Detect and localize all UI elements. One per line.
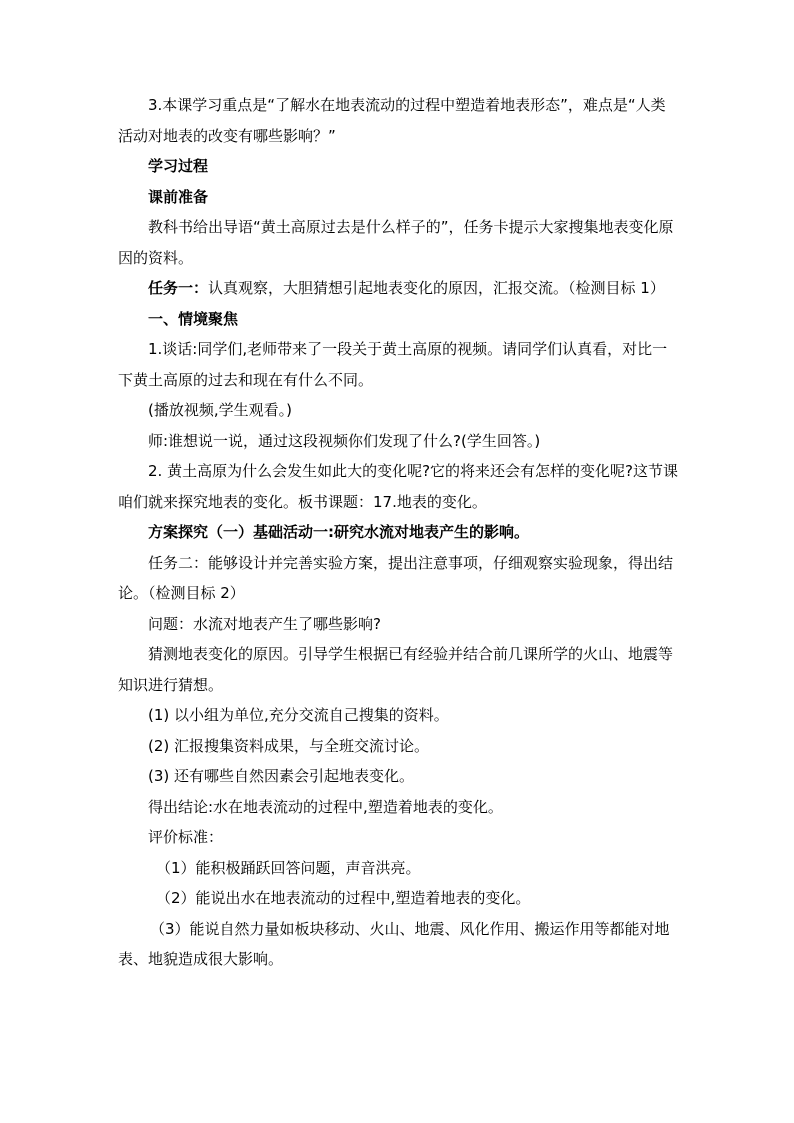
- paragraph-loess-change: 2. 黄土高原为什么会发生如此大的变化呢?它的将来还会有怎样的变化呢?这节课咱们就来探究地表的变化。板书课题：17.地表的变化。: [118, 462, 679, 511]
- paragraph-intro: 教科书给出导语“黄土高原过去是什么样子的”，任务卡提示大家搜集地表变化原因的资料。: [118, 218, 674, 267]
- paragraph-talk: 1.谈话:同学们,老师带来了一段关于黄土高原的视频。请同学们认真看，对比一下黄土高原的过去和现在有什么不同。: [118, 340, 668, 389]
- criteria-item-1: （1）能积极踊跃回答问题，声音洪亮。: [156, 858, 421, 877]
- heading-situation-focus: 一、情境聚焦: [148, 309, 239, 328]
- paragraph-task-two: 任务二：能够设计并完善实验方案，提出注意事项，仔细观察实验现象，得出结论。（检测目标 2）: [118, 553, 674, 602]
- paragraph-conclusion: 得出结论:水在地表流动的过程中,塑造着地表的变化。: [148, 797, 503, 816]
- paragraph-task-one: [118, 273, 678, 304]
- document-body: [118, 90, 678, 975]
- heading-learning-process: 学习过程: [148, 157, 209, 175]
- task-one-label: 任务一：: [148, 279, 209, 297]
- heading-plan-exploration: 方案探究（一）基础活动一:研究水流对地表产生的影响。: [148, 523, 530, 541]
- paragraph-question: 问题：水流对地表产生了哪些影响?: [148, 614, 381, 633]
- paragraph-play-video: (播放视频,学生观看。): [148, 401, 292, 419]
- list-item-3: (3) 还有哪些自然因素会引起地表变化。: [148, 767, 415, 785]
- task-one-text: 认真观察，大胆猜想引起地表变化的原因，汇报交流。（检测目标 1）: [208, 279, 665, 297]
- list-item-2: (2) 汇报搜集资料成果，与全班交流讨论。: [148, 736, 430, 755]
- paragraph-guess: 猜测地表变化的原因。引导学生根据已有经验并结合前几课所学的火山、地震等知识进行猜想。: [118, 645, 674, 694]
- paragraph-key-points: 3.本课学习重点是“了解水在地表流动的过程中塑造着地表形态”，难点是“人类活动对地表的改变有哪些影响？”: [118, 96, 666, 145]
- heading-preparation: 课前准备: [148, 187, 209, 206]
- criteria-item-3: （3）能说自然力量如板块移动、火山、地震、风化作用、搬运作用等都能对地表、地貌造成很大影响。: [118, 919, 670, 968]
- criteria-item-2: （2）能说出水在地表流动的过程中,塑造着地表的变化。: [156, 889, 531, 907]
- paragraph-teacher-question: 师:谁想说一说，通过这段视频你们发现了什么?(学生回答。): [148, 431, 541, 450]
- paragraph-criteria-title: 评价标准：: [148, 828, 224, 846]
- list-item-1: (1) 以小组为单位,充分交流自己搜集的资料。: [148, 706, 449, 724]
